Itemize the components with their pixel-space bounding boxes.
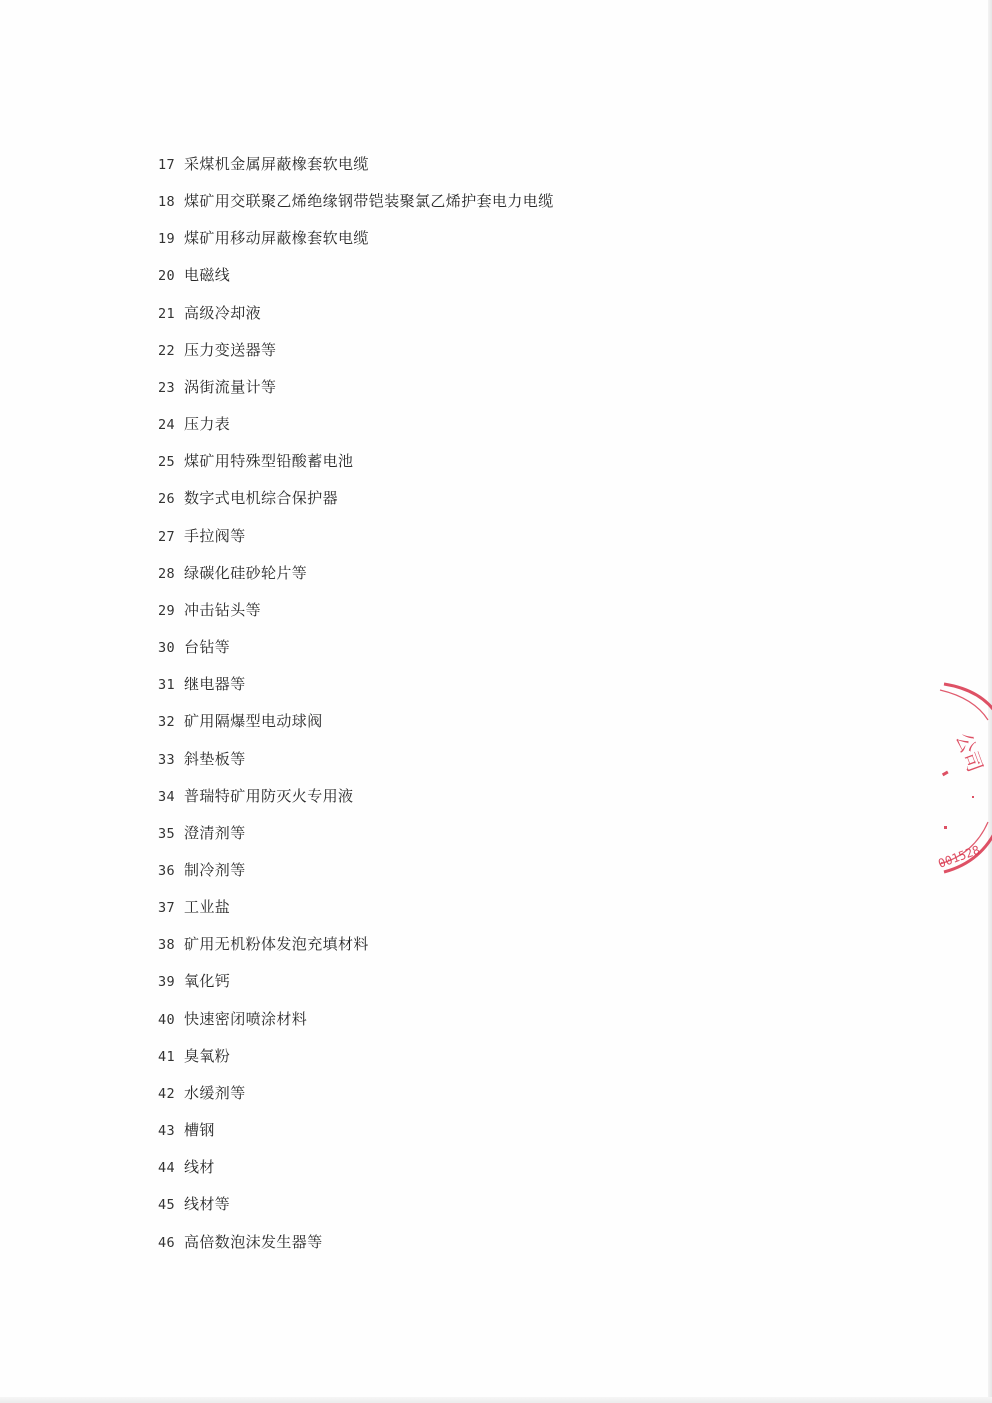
item-number: 35: [158, 825, 176, 842]
item-number: 41: [158, 1048, 176, 1065]
item-number: 22: [158, 342, 176, 359]
item-text: 槽钢: [184, 1121, 215, 1140]
item-number: 46: [158, 1234, 176, 1251]
company-seal-stamp: [930, 676, 992, 876]
item-text: 快速密闭喷涂材料: [184, 1009, 308, 1028]
item-text: 压力表: [184, 415, 231, 434]
list-item: [158, 852, 554, 889]
item-text: 斜垫板等: [184, 749, 246, 768]
list-item: [158, 1186, 554, 1223]
seal-arc-top: [944, 684, 992, 716]
item-number: 29: [158, 602, 176, 619]
item-number: 34: [158, 788, 176, 805]
item-text: 数字式电机综合保护器: [184, 489, 339, 508]
item-number: 33: [158, 751, 176, 768]
item-text: 臭氧粉: [184, 1046, 231, 1065]
item-number: 25: [158, 454, 176, 471]
list-item: [158, 1149, 554, 1186]
item-text: 绿碳化硅砂轮片等: [184, 563, 308, 582]
list-item: [158, 295, 554, 332]
item-text: 普瑞特矿用防灭火专用液: [184, 786, 354, 805]
item-text: 线材等: [184, 1195, 231, 1214]
item-text: 采煤机金属屏蔽橡套软电缆: [184, 155, 369, 173]
list-item: [158, 815, 554, 852]
item-number: 32: [158, 714, 176, 731]
list-item: [158, 703, 554, 740]
item-text: 手拉阀等: [184, 526, 246, 545]
item-number: 31: [158, 677, 176, 694]
item-number: 30: [158, 640, 176, 657]
item-text: 涡街流量计等: [184, 377, 277, 396]
list-item: [158, 146, 554, 183]
list-item: [158, 592, 554, 629]
item-number: 20: [158, 268, 176, 285]
list-item: [158, 1001, 554, 1038]
list-item: [158, 1038, 554, 1075]
item-text: 煤矿用交联聚乙烯绝缘钢带铠装聚氯乙烯护套电力电缆: [184, 192, 554, 211]
seal-code: 001528: [936, 842, 982, 871]
page-edge-bottom: [0, 1397, 992, 1403]
list-item: [158, 926, 554, 963]
list-item: [158, 183, 554, 220]
item-number: 39: [158, 974, 176, 991]
item-text: 继电器等: [184, 675, 246, 694]
item-text: 煤矿用移动屏蔽橡套软电缆: [184, 229, 369, 248]
item-number: 45: [158, 1197, 176, 1214]
list-item: [158, 443, 554, 480]
list-item: [158, 666, 554, 703]
item-number: 38: [158, 937, 176, 954]
list-item: [158, 963, 554, 1000]
list-item: [158, 555, 554, 592]
item-text: 澄清剂等: [184, 823, 246, 842]
list-item: [158, 1224, 554, 1261]
list-item: [158, 1112, 554, 1149]
item-text: 制冷剂等: [184, 860, 246, 879]
item-number: 26: [158, 491, 176, 508]
item-number: 43: [158, 1123, 176, 1140]
list-item: [158, 480, 554, 517]
item-text: 氧化钙: [184, 972, 231, 991]
list-item: [158, 778, 554, 815]
list-item: [158, 518, 554, 555]
item-text: 工业盐: [184, 898, 231, 917]
item-number: 17: [158, 157, 176, 173]
item-number: 18: [158, 194, 176, 211]
seal-text: 公司: [951, 729, 988, 776]
item-text: 水缓剂等: [184, 1083, 246, 1102]
item-text: 台钻等: [184, 638, 231, 657]
item-number: 24: [158, 417, 176, 434]
item-text: 矿用无机粉体发泡充填材料: [184, 935, 369, 954]
item-number: 27: [158, 528, 176, 545]
list-item: [158, 889, 554, 926]
item-text: 冲击钻头等: [184, 600, 262, 619]
item-text: 高级冷却液: [184, 303, 262, 322]
item-text: 煤矿用特殊型铅酸蓄电池: [184, 452, 354, 471]
list-item: [158, 741, 554, 778]
item-number: 40: [158, 1011, 176, 1028]
item-text: 压力变送器等: [184, 340, 277, 359]
item-number: 42: [158, 1085, 176, 1102]
item-number: 21: [158, 305, 176, 322]
list-item: [158, 1075, 554, 1112]
item-number: 36: [158, 862, 176, 879]
list-item: [158, 257, 554, 294]
item-text: 矿用隔爆型电动球阀: [184, 712, 323, 731]
list-item: [158, 332, 554, 369]
product-list: [158, 146, 554, 1261]
item-text: 电磁线: [184, 266, 231, 285]
item-number: 44: [158, 1160, 176, 1177]
item-number: 23: [158, 379, 176, 396]
item-text: 高倍数泡沫发生器等: [184, 1232, 323, 1251]
item-text: 线材: [184, 1158, 215, 1177]
item-number: 28: [158, 565, 176, 582]
list-item: [158, 629, 554, 666]
list-item: [158, 220, 554, 257]
item-number: 19: [158, 231, 176, 248]
list-item: [158, 369, 554, 406]
item-number: 37: [158, 900, 176, 917]
list-item: [158, 406, 554, 443]
